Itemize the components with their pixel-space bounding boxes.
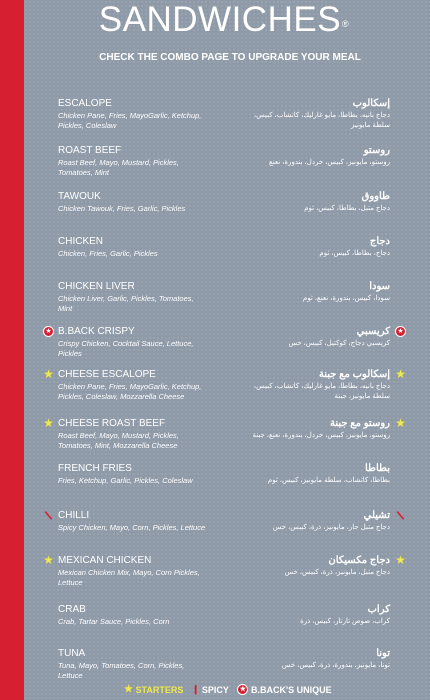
item-english bbox=[58, 418, 208, 451]
star-icon: ★ bbox=[395, 553, 406, 567]
item-name-arabic: كريسبي bbox=[356, 326, 390, 337]
item-english bbox=[58, 604, 208, 627]
item-english bbox=[58, 555, 208, 588]
item-description-arabic: دجاج متبل، مايونيز، ذرة، كبيس، خس bbox=[284, 569, 390, 576]
item-arabic bbox=[250, 191, 390, 214]
item-english bbox=[58, 191, 208, 214]
chili-icon: ❙ bbox=[393, 508, 408, 523]
item-arabic bbox=[250, 369, 390, 402]
item-description-arabic: دجاج متبل، بطاطا، كبيس، ثوم bbox=[304, 205, 390, 212]
item-description: Tuna, Mayo, Tomatoes, Corn, Pickles, Lettuce bbox=[58, 661, 185, 680]
item-arabic bbox=[250, 648, 390, 671]
item-description-arabic: روستو، مايونيز، كبيس، خردل، بندورة، نعنع bbox=[269, 159, 390, 166]
item-name: ESCALOPE bbox=[58, 98, 112, 109]
item-arabic bbox=[250, 555, 390, 578]
legend bbox=[124, 684, 332, 695]
item-description-arabic: دجاج بانيه، بطاطا، مايو غارليك، كاتشاب، كبيس، سلطة مايونيز، جبنة bbox=[253, 383, 390, 400]
item-english bbox=[58, 463, 208, 486]
item-name: TUNA bbox=[58, 648, 86, 659]
item-description-arabic: دجاج متبل حار، مايونيز، ذرة، كبيس، خس bbox=[272, 524, 390, 531]
star-icon: ★ bbox=[124, 684, 133, 696]
item-description: Chicken Pane, Fries, MayoGarlic, Ketchup, Pickles, Coleslaw bbox=[58, 111, 202, 130]
star-icon: ★ bbox=[43, 416, 54, 430]
item-name-arabic: كراب bbox=[367, 604, 390, 615]
item-name-arabic: روستو bbox=[363, 145, 390, 156]
item-description: Roast Beef, Mayo, Mustard, Pickles, Tomatoes, Mint bbox=[58, 158, 179, 177]
item-name: CHEESE ESCALOPE bbox=[58, 369, 156, 380]
star-icon: ★ bbox=[395, 367, 406, 381]
item-arabic bbox=[250, 326, 390, 349]
item-english bbox=[58, 369, 208, 402]
item-description: Crispy Chicken, Cocktail Sauce, Lettuce, Pickles bbox=[58, 339, 194, 358]
legend-spicy-label: SPICY bbox=[201, 684, 229, 695]
item-arabic bbox=[250, 281, 390, 304]
b-back-star-badge-icon: ★ bbox=[395, 326, 406, 337]
item-name: CHICKEN LIVER bbox=[58, 281, 135, 292]
item-description-arabic: كريسبي دجاج، كوكتيل، كبيس، خس bbox=[288, 340, 390, 347]
item-arabic bbox=[250, 98, 390, 131]
star-icon: ★ bbox=[395, 416, 406, 430]
item-name-arabic: سودا bbox=[369, 281, 390, 292]
item-arabic bbox=[250, 418, 390, 441]
item-description-arabic: تونا، مايونيز، بندورة، ذرة، كبيس، خس bbox=[281, 662, 390, 669]
item-description: Chicken Tawouk, Fries, Garlic, Pickles bbox=[58, 204, 186, 213]
item-description: Chicken Liver, Garlic, Pickles, Tomatoes, Mint bbox=[58, 294, 194, 313]
item-english bbox=[58, 648, 208, 681]
item-description: Fries, Ketchup, Garlic, Pickles, Coleslaw bbox=[58, 476, 193, 485]
item-description: Chicken, Fries, Garlic, Pickles bbox=[58, 249, 158, 258]
item-description: Crab, Tartar Sauce, Pickles, Corn bbox=[58, 617, 170, 626]
item-name: TAWOUK bbox=[58, 191, 101, 202]
item-name-arabic: روستو مع جبنة bbox=[329, 418, 390, 429]
b-back-star-badge-icon: ★ bbox=[43, 326, 54, 337]
chili-icon: ❙ bbox=[41, 508, 56, 523]
item-name-arabic: تونا bbox=[376, 648, 390, 659]
chili-icon: ❙ bbox=[191, 684, 200, 695]
item-name-arabic: تشيلي bbox=[363, 510, 390, 521]
registered-mark: ® bbox=[342, 19, 350, 29]
combo-notice: CHECK THE COMBO PAGE TO UPGRADE YOUR MEAL bbox=[99, 52, 361, 63]
item-name: ROAST BEEF bbox=[58, 145, 122, 156]
item-arabic bbox=[250, 604, 390, 627]
item-name-arabic: إسكالوب مع جبنة bbox=[318, 369, 390, 380]
item-description-arabic: روستو، مايونيز، كبيس، خردل، بندورة، نعنع، جبنة bbox=[252, 432, 390, 439]
item-name: MEXICAN CHICKEN bbox=[58, 555, 152, 566]
item-name: CHILLI bbox=[58, 510, 90, 521]
item-description: Chicken Pane, Fries, MayoGarlic, Ketchup, Pickles, Coleslaw, Mozzarella Cheese bbox=[58, 382, 202, 401]
item-name: CRAB bbox=[58, 604, 86, 615]
item-arabic bbox=[250, 510, 390, 533]
item-description-arabic: بطاطا، كاتشاب، سلطة مايونيز، كبيس، ثوم bbox=[267, 477, 390, 484]
item-name-arabic: طاووق bbox=[361, 191, 390, 202]
item-arabic bbox=[250, 145, 390, 168]
b-back-star-badge-icon: ★ bbox=[237, 684, 248, 695]
item-description: Spicy Chicken, Mayo, Corn, Pickles, Lettuce bbox=[58, 523, 206, 532]
item-english bbox=[58, 510, 208, 533]
item-description-arabic: كراب، صوص تارتار، كبيس، ذرة bbox=[300, 618, 390, 625]
item-name-arabic: بطاطا bbox=[364, 463, 390, 474]
item-description-arabic: دجاج بانيه، بطاطا، مايو غارليك، كاتشاب، كبيس، سلطة مايونيز bbox=[253, 112, 390, 129]
item-arabic bbox=[250, 236, 390, 259]
title-text: SANDWICHES bbox=[98, 0, 342, 39]
item-name-arabic: دجاج bbox=[369, 236, 390, 247]
item-english bbox=[58, 145, 208, 178]
item-english bbox=[58, 326, 208, 359]
item-name-arabic: إسكالوب bbox=[352, 98, 390, 109]
item-name: CHEESE ROAST BEEF bbox=[58, 418, 166, 429]
item-name: FRENCH FRIES bbox=[58, 463, 132, 474]
item-name: B.BACK CRISPY bbox=[58, 326, 135, 337]
item-english bbox=[58, 236, 208, 259]
item-english bbox=[58, 98, 208, 131]
item-name-arabic: دجاج مكسيكان bbox=[328, 555, 390, 566]
star-icon: ★ bbox=[43, 553, 54, 567]
item-description: Roast Beef, Mayo, Mustard, Pickles, Tomatoes, Mint, Mozzarella Cheese bbox=[58, 431, 179, 450]
item-description-arabic: دجاج، بطاطا، كبيس، ثوم bbox=[319, 250, 390, 257]
star-icon: ★ bbox=[43, 367, 54, 381]
legend-starter-label: STARTERS bbox=[135, 684, 184, 695]
legend-unique-label: B.BACK'S UNIQUE bbox=[250, 684, 332, 695]
item-description-arabic: سودا، كبيس، بندورة، نعنع، ثوم bbox=[302, 295, 390, 302]
item-english bbox=[58, 281, 208, 314]
item-description: Mexican Chicken Mix, Mayo, Corn Pickles, Lettuce bbox=[58, 568, 200, 587]
item-arabic bbox=[250, 463, 390, 486]
item-name: CHICKEN bbox=[58, 236, 104, 247]
